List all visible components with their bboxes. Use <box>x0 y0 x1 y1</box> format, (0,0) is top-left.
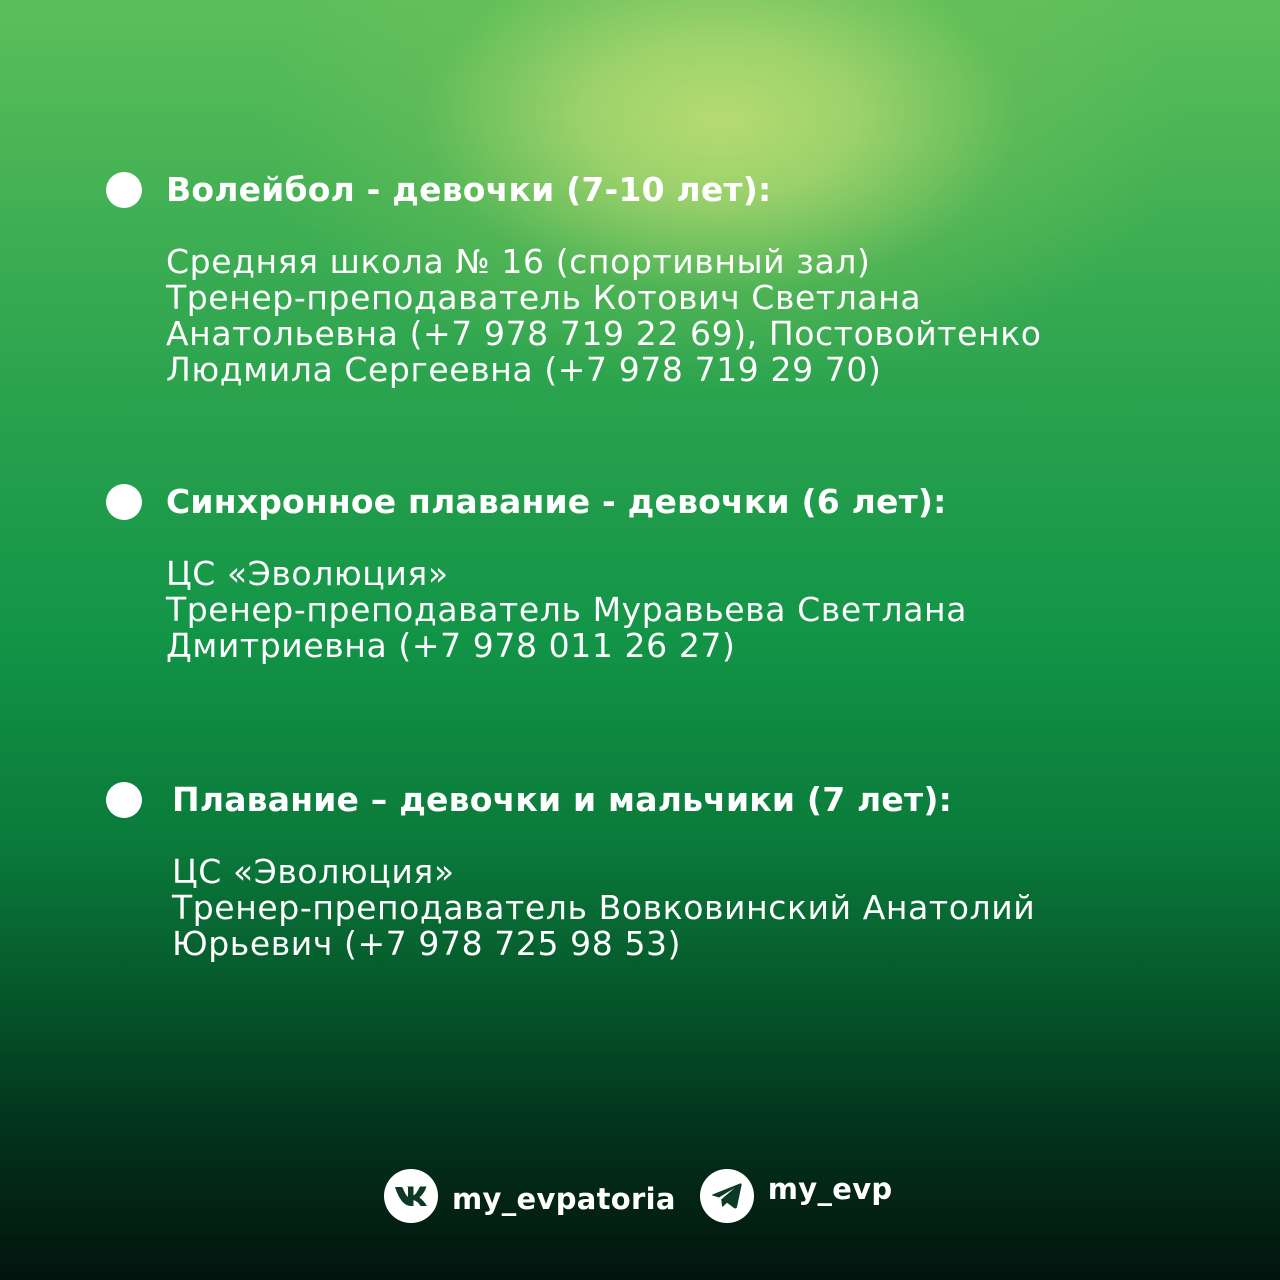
vk-icon[interactable] <box>384 1169 438 1223</box>
detail-line: Юрьевич (+7 978 725 98 53) <box>172 924 682 963</box>
bullet-dot <box>106 172 142 208</box>
section-details <box>172 854 1035 962</box>
detail-line: Тренер-преподаватель Вовковинский Анатолий <box>172 888 1036 927</box>
detail-line: Средняя школа № 16 (спортивный зал) <box>166 242 871 281</box>
section-details <box>166 244 1042 388</box>
detail-line: Дмитриевна (+7 978 011 26 27) <box>166 626 736 665</box>
detail-line: ЦС «Эволюция» <box>172 852 455 891</box>
detail-line: Тренер-преподаватель Котович Светлана <box>166 278 922 317</box>
detail-line: Людмила Сергеевна (+7 978 719 29 70) <box>166 350 882 389</box>
section-heading: Синхронное плавание - девочки (6 лет): <box>166 482 947 521</box>
telegram-handle: my_evp <box>767 1172 893 1206</box>
vk-handle: my_evpatoria <box>452 1182 676 1216</box>
detail-line: ЦС «Эволюция» <box>166 554 449 593</box>
section-heading: Плавание – девочки и мальчики (7 лет): <box>172 780 953 819</box>
bullet-dot <box>106 782 142 818</box>
vk-link[interactable] <box>384 1169 676 1223</box>
bullet-dot <box>106 484 142 520</box>
social-footer <box>384 1168 893 1224</box>
detail-line: Тренер-преподаватель Муравьева Светлана <box>166 590 968 629</box>
section-details <box>166 556 967 664</box>
telegram-icon[interactable] <box>700 1169 754 1223</box>
detail-line: Анатольевна (+7 978 719 22 69), Постовойтенко <box>166 314 1042 353</box>
section-heading: Волейбол - девочки (7-10 лет): <box>166 170 772 209</box>
telegram-link[interactable] <box>700 1169 893 1223</box>
